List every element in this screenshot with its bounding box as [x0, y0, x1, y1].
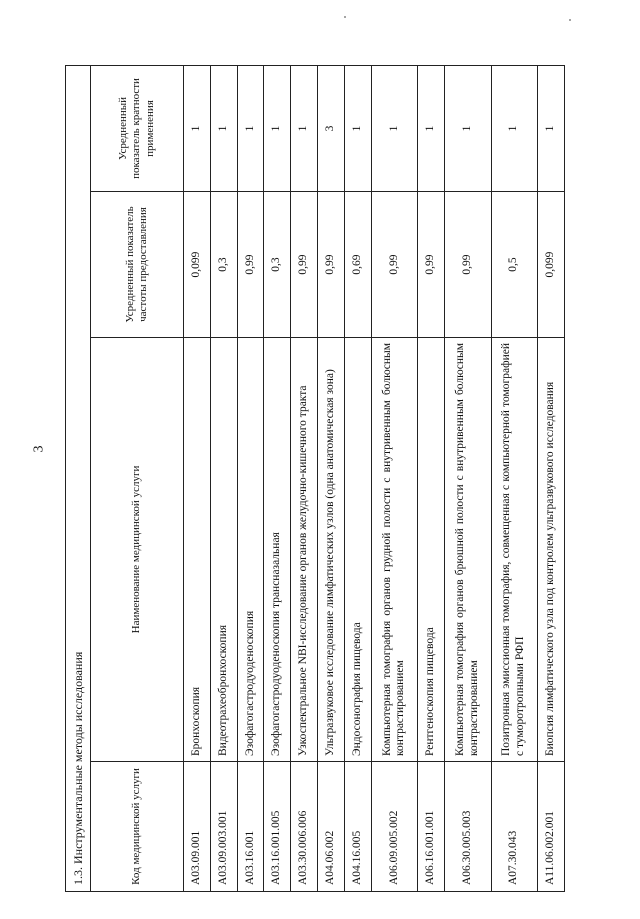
table-frame — [65, 66, 565, 892]
cell-frequency: 0,099 — [538, 192, 565, 338]
cell-code: A03.09.001 — [184, 762, 211, 892]
table-row — [538, 65, 565, 891]
header-frequency: Усредненный показатель частоты предоставления — [91, 192, 184, 338]
cell-service-name: Узкоспектральное NBI-исследование органов желудочно-кишечного тракта — [291, 338, 318, 762]
cell-code: A06.09.005.002 — [371, 762, 418, 892]
cell-multiplicity: 1 — [344, 65, 371, 191]
cell-multiplicity: 1 — [538, 65, 565, 191]
cell-service-name: Видеотрахеобронхоскопия — [210, 338, 237, 762]
section-row — [66, 65, 91, 891]
cell-code: A03.16.001.005 — [264, 762, 291, 892]
cell-service-name: Компьютерная томография органов брюшной полости с внутривенным болюсным контрастированием — [445, 338, 492, 762]
table-row — [264, 65, 291, 891]
table-row — [491, 65, 538, 891]
section-title: 1.3. Инструментальные методы исследования — [66, 65, 91, 891]
header-name: Наименование медицинской услуги — [91, 338, 184, 762]
cell-multiplicity: 3 — [318, 65, 345, 191]
cell-multiplicity: 1 — [210, 65, 237, 191]
cell-service-name: Эндосонография пищевода — [344, 338, 371, 762]
table-row — [445, 65, 492, 891]
cell-frequency: 0,099 — [184, 192, 211, 338]
table-row — [344, 65, 371, 891]
cell-service-name: Компьютерная томография органов грудной полости с внутривенным болюсным контрастированием — [371, 338, 418, 762]
cell-multiplicity: 1 — [184, 65, 211, 191]
table-row — [291, 65, 318, 891]
table-row — [371, 65, 418, 891]
cell-frequency: 0,69 — [344, 192, 371, 338]
cell-code: A06.30.005.003 — [445, 762, 492, 892]
cell-frequency: 0,5 — [491, 192, 538, 338]
cell-frequency: 0,99 — [318, 192, 345, 338]
header-code: Код медицинской услуги — [91, 762, 184, 892]
cell-frequency: 0,99 — [291, 192, 318, 338]
cell-frequency: 0,99 — [371, 192, 418, 338]
cell-service-name: Ультразвуковое исследование лимфатических узлов (одна анатомическая зона) — [318, 338, 345, 762]
cell-frequency: 0,99 — [237, 192, 264, 338]
rotated-table-area — [65, 66, 565, 892]
table-row — [210, 65, 237, 891]
cell-service-name: Позитронная эмиссионная томография, совмещенная с компьютерной томографией с туморотропными РФП — [491, 338, 538, 762]
cell-service-name: Эзофагогастродуоденоскопия — [237, 338, 264, 762]
table-row — [184, 65, 211, 891]
header-multiplicity: Усредненный показатель кратности применения — [91, 65, 184, 191]
cell-multiplicity: 1 — [371, 65, 418, 191]
cell-code: A03.30.006.006 — [291, 762, 318, 892]
table-row — [318, 65, 345, 891]
cell-code: A07.30.043 — [491, 762, 538, 892]
scan-speck — [569, 19, 571, 21]
cell-multiplicity: 1 — [418, 65, 445, 191]
cell-frequency: 0,3 — [210, 192, 237, 338]
page-number: 3 — [31, 445, 47, 453]
cell-frequency: 0,3 — [264, 192, 291, 338]
cell-service-name: Рентгеноскопия пищевода — [418, 338, 445, 762]
header-row — [91, 65, 184, 891]
cell-service-name: Биопсия лимфатического узла под контролем ультразвукового исследования — [538, 338, 565, 762]
cell-code: A11.06.002.001 — [538, 762, 565, 892]
cell-multiplicity: 1 — [491, 65, 538, 191]
cell-service-name: Бронхоскопия — [184, 338, 211, 762]
table-row — [237, 65, 264, 891]
scan-speck — [344, 16, 346, 18]
cell-code: A03.16.001 — [237, 762, 264, 892]
cell-multiplicity: 1 — [237, 65, 264, 191]
cell-service-name: Эзофагогастродуоденоскопия трансназальная — [264, 338, 291, 762]
cell-multiplicity: 1 — [264, 65, 291, 191]
cell-frequency: 0,99 — [418, 192, 445, 338]
cell-code: A06.16.001.001 — [418, 762, 445, 892]
cell-multiplicity: 1 — [445, 65, 492, 191]
cell-code: A04.06.002 — [318, 762, 345, 892]
cell-frequency: 0,99 — [445, 192, 492, 338]
cell-multiplicity: 1 — [291, 65, 318, 191]
cell-code: A04.16.005 — [344, 762, 371, 892]
table-row — [418, 65, 445, 891]
cell-code: A03.09.003.001 — [210, 762, 237, 892]
services-table — [65, 65, 565, 892]
